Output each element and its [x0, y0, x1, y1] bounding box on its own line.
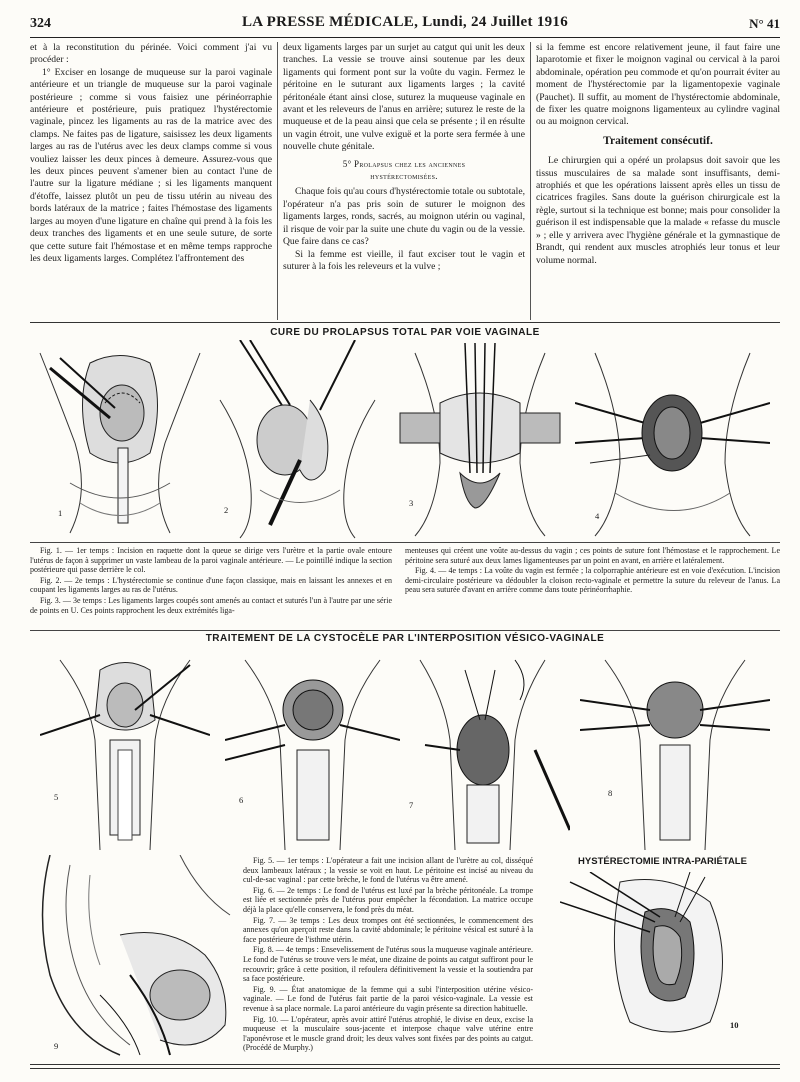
text-column-1: [30, 42, 272, 265]
section-rule: [30, 322, 780, 323]
paragraph: Le chirurgien qui a opéré un prolapsus doit savoir que les tissus musculaires de sa malade sont insuffisants, demi-atrophiés et que les opérations laissent après elles un tissu de cicatrices fragiles. Sans doute la guérison chirurgicale est la règle, surtout si la technique est bonne; mais pour consolider la guérison il est indispensable que la malade « refasse du muscle » ; elle y arrivera avec l'hygiène générale et la gymnastique de Brandt, qui rendent aux muscles atrophiés leur tonus et leur volume normal.: [536, 155, 780, 266]
journal-name: LA PRESSE MÉDICALE,: [241, 14, 419, 30]
section-rule: [30, 630, 780, 631]
paragraph: si la femme est encore relativement jeune, il faut faire une laparotomie et fixer le moignon vaginal ou cervical à la paroi abdominale, opération peu commode et qu'on pourrait éviter au moment de l'hystérectomie par la ligamentopexie vaginale (Pauchet). Il suffit, au moment de l'hystérectomie abdominale, de fixer les quatre moignons ligamenteux au cylindre vaginal ou au moignon cervical.: [536, 42, 780, 128]
figure-number: 4: [595, 511, 600, 521]
figure-section-title: TRAITEMENT DE LA CYSTOCÈLE PAR L'INTERPOSITION VÉSICO-VAGINALE: [205, 633, 605, 644]
captions-left: [30, 546, 392, 616]
figure-number: 7: [409, 800, 414, 810]
figure-number: 5: [54, 792, 59, 802]
footer-rule: [30, 1064, 780, 1069]
caption: menteuses qui créent une voûte au-dessus du vagin ; ces points de suture font l'hémostase et le rapprochement. Le péritoine sera suturé aux deux lames ligamenteuses par un point en avant, en arrière et latéralement.: [405, 546, 780, 565]
figure-9: [30, 855, 240, 1060]
journal-title: [30, 14, 780, 31]
caption: Fig. 10. — L'opérateur, après avoir attiré l'utérus atrophié, le divise en deux, excise la muqueuse et la musculaire sous-jacente et interpose chaque valve utérine entre l'aponévrose et le muscle grand droit; les deux valves sont fixées par des points au catgut. (Procédé de Murphy.): [243, 1014, 533, 1053]
figure-8: [580, 650, 770, 850]
header-rule: [30, 37, 780, 38]
caption: Fig. 9. — État anatomique de la femme qui a subi l'interposition utérine vésico-vaginale. — Le fond de l'utérus fait partie de la paroi vésico-vaginale. La vessie est revenue à sa place normale. La paroi antérieure du vagin présente sa direction habituelle.: [243, 984, 533, 1013]
paragraph: Si la femme est vieille, il faut exciser tout le vagin et suturer à la fois les releveurs et la vulve ;: [283, 248, 525, 272]
column-divider: [530, 42, 531, 320]
figure-6: [225, 650, 400, 850]
figure-1: [30, 343, 210, 538]
caption: Fig. 8. — 4e temps : Ensevelissement de l'utérus sous la muqueuse vaginale antérieure. Le fond de l'utérus se trouve vers le méat, une dizaine de points au catgut suffiront pour le recouvrir; grâce à cette position, il refoulera définitivement la vessie et la soutiendra par sa face postérieure.: [243, 945, 533, 984]
page-number: 324: [30, 16, 51, 31]
figure-number: 3: [409, 498, 414, 508]
figure-section-title: HYSTÉRECTOMIE INTRA-PARIÉTALE: [578, 856, 747, 867]
caption-rule: [30, 542, 780, 543]
caption: Fig. 1. — 1er temps : Incision en raquette dont la queue se dirige vers l'urètre et la partie ovale entoure l'utérus de façon à supprimer un vaste lambeau de la paroi vaginale antérieure. — Le pointillé indique la section postérieure qui passe derrière le col.: [30, 546, 392, 575]
section-heading: 5° Prolapsus chez les anciennes hystérectomisées.: [342, 158, 466, 182]
text-column-3: [536, 42, 780, 267]
issue-date: Lundi, 24 Juillet 1916: [422, 14, 569, 30]
paragraph: 1° Exciser en losange de muqueuse sur la paroi vaginale antérieure et un triangle de muqueuse sur la paroi vaginale postérieure ; comme si vous faisiez une périnéorraphie antérieure et postérieure, puis pratiquez l'hystérectomie vaginale, pincez les ligaments au ras de la matrice avec des clamps. Ne faites pas de ligature, saisissez les deux ligaments larges au ras de l'utérus avec les deux clamps comme si vous vouliez laisser les deux pinces à demeure. Assurez-vous que les deux pinces peuvent s'amener bien au contact l'une de l'autre sur la ligature médiane ; si les ligaments manquent d'étoffe, laissez plutôt un peu de tissu utérin au niveau des bords latéraux de la matrice ; faites l'hémostase des ligaments larges au moyen d'une ligature en chaîne qui prend à la fois les deux tranches des ligaments et en une seule suture, de sorte que cette suture fait l'hémostase et en même temps rapproche les deux ligaments larges. Complétez l'affrontement des: [30, 66, 272, 264]
figure-4: [575, 343, 770, 538]
figure-number: 9: [54, 1041, 59, 1051]
paragraph: deux ligaments larges par un surjet au catgut qui unit les deux tranches. La vessie se trouve ainsi soutenue par les deux ligaments qui forment pont sur la voûte du vagin. Fermez le péritoine en le suturant aux ligaments larges ; la cavité péritonéale étant ainsi close, suturez la muqueuse vaginale en avant et les releveurs de l'anus en arrière; suturez le reste de la muqueuse et de la peau ainsi que cela se présente ; il en résulte un vagin étroit, une vulve exiguë et la porte sera fermée à une nouvelle chute génitale.: [283, 42, 525, 153]
figure-number: 1: [58, 508, 63, 518]
caption: Fig. 3. — 3e temps : Les ligaments larges coupés sont amenés au contact et suturés l'un à l'autre par une série de points en U. Ces points rapprochent les deux extrémités liga-: [30, 595, 392, 615]
figure-7: [395, 650, 570, 850]
figure-3: [395, 343, 565, 538]
captions-right: [405, 546, 780, 596]
figure-number: 2: [224, 505, 229, 515]
caption: Fig. 4. — 4e temps : La voûte du vagin est fermée ; la colporraphie antérieure est en voie d'exécution. L'incision demi-circulaire postérieure va dédoubler la cloison recto-vaginale et permettre la suture du releveur de l'anus. La peau sera suturée d'avant en arrière comme dans toute périnéorrhaphie.: [405, 566, 780, 595]
figure-5: [40, 650, 210, 850]
paragraph: Chaque fois qu'au cours d'hystérectomie totale ou subtotale, l'opérateur n'a pas pris soin de suturer le moignon des ligaments larges, ronds, sacrés, au moignon utérin ou vaginal, il risque de voir par la suite une chute du vagin ou de la vessie. Que faire dans ce cas?: [283, 186, 525, 248]
figure-10: [560, 872, 775, 1042]
figure-number: 10: [730, 1020, 739, 1030]
section-heading: Traitement consécutif.: [603, 134, 713, 147]
text-column-2: [283, 42, 525, 273]
paragraph: et à la reconstitution du périnée. Voici comment j'ai vu procéder :: [30, 42, 272, 66]
figure-section-title: CURE DU PROLAPSUS TOTAL PAR VOIE VAGINALE: [270, 327, 540, 338]
page-header: [30, 14, 780, 36]
figure-number: 8: [608, 788, 613, 798]
caption: Fig. 2. — 2e temps : L'hystérectomie se continue d'une façon classique, mais en laissant les annexes et en coupant les ligaments larges au ras de l'utérus.: [30, 575, 392, 595]
figure-2: [210, 340, 385, 540]
column-divider: [277, 42, 278, 320]
figure-number: 6: [239, 795, 244, 805]
caption: Fig. 6. — 2e temps : Le fond de l'utérus est luxé par la brèche péritonéale. La trompe est liée et sectionnée près de l'utérus pour empêcher la fécondation. La matrice occupe déjà la place qu'elle conservera, le fond près du méat.: [243, 885, 533, 914]
issue-number: N° 41: [749, 16, 780, 31]
caption: Fig. 5. — 1er temps : L'opérateur a fait une incision allant de l'urètre au col, disséqué deux lambeaux latéraux ; la vessie se voit en haut. Le péritoine est incisé au niveau du cul-de-sac vaginal : par cette brèche, le fond de l'utérus va être amené.: [243, 856, 533, 885]
caption: Fig. 7. — 3e temps : Les deux trompes ont été sectionnées, le commencement des annexes qu'on aperçoit reste dans la cavité abdominale; le péritoine vésical est suturé à la face postérieure de l'isthme utérin.: [243, 915, 533, 944]
captions-bottom: [243, 856, 533, 1054]
